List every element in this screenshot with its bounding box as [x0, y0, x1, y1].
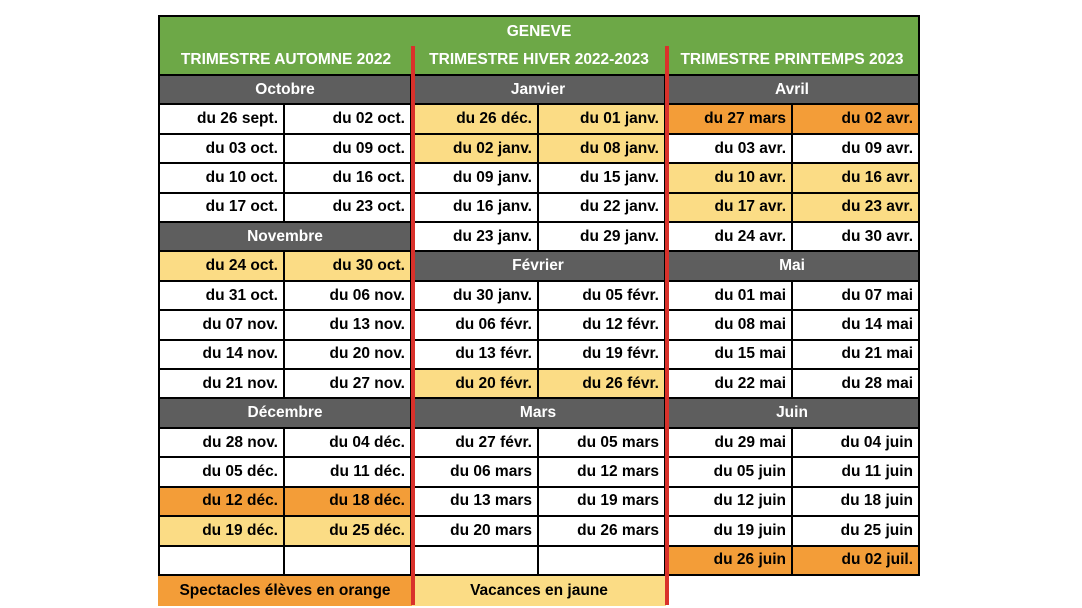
legend-orange: Spectacles élèves en orange [158, 576, 412, 606]
week-end-cell: du 19 févr. [539, 341, 666, 370]
month-header: Octobre [158, 76, 412, 105]
week-start-cell: du 01 mai [666, 282, 793, 311]
month-header: Février [412, 252, 666, 281]
week-end-cell [285, 547, 412, 576]
week-end-cell: du 09 oct. [285, 135, 412, 164]
week-start-cell: du 13 mars [412, 488, 539, 517]
week-start-cell: du 17 avr. [666, 194, 793, 223]
week-start-cell: du 29 mai [666, 429, 793, 458]
week-end-cell: du 27 nov. [285, 370, 412, 399]
week-start-cell: du 10 oct. [158, 164, 285, 193]
week-end-cell: du 08 janv. [539, 135, 666, 164]
week-start-cell: du 07 nov. [158, 311, 285, 340]
week-start-cell: du 05 juin [666, 458, 793, 487]
week-start-cell: du 27 févr. [412, 429, 539, 458]
week-end-cell: du 18 juin [793, 488, 920, 517]
week-start-cell: du 06 févr. [412, 311, 539, 340]
week-end-cell: du 23 avr. [793, 194, 920, 223]
week-start-cell: du 21 nov. [158, 370, 285, 399]
week-end-cell: du 02 avr. [793, 105, 920, 134]
week-start-cell: du 03 avr. [666, 135, 793, 164]
divider-line-1 [411, 46, 415, 605]
month-header: Novembre [158, 223, 412, 252]
week-start-cell: du 26 sept. [158, 105, 285, 134]
week-start-cell: du 09 janv. [412, 164, 539, 193]
month-header: Avril [666, 76, 920, 105]
week-end-cell: du 26 févr. [539, 370, 666, 399]
week-start-cell: du 17 oct. [158, 194, 285, 223]
week-end-cell: du 16 oct. [285, 164, 412, 193]
week-end-cell: du 26 mars [539, 517, 666, 546]
week-start-cell: du 10 avr. [666, 164, 793, 193]
week-end-cell: du 07 mai [793, 282, 920, 311]
week-end-cell: du 16 avr. [793, 164, 920, 193]
week-end-cell: du 02 oct. [285, 105, 412, 134]
week-end-cell [539, 547, 666, 576]
week-start-cell: du 23 janv. [412, 223, 539, 252]
month-header: Mars [412, 399, 666, 428]
week-end-cell: du 29 janv. [539, 223, 666, 252]
week-start-cell: du 26 juin [666, 547, 793, 576]
week-end-cell: du 25 juin [793, 517, 920, 546]
week-start-cell: du 02 janv. [412, 135, 539, 164]
week-start-cell: du 22 mai [666, 370, 793, 399]
week-end-cell: du 25 déc. [285, 517, 412, 546]
week-end-cell: du 30 oct. [285, 252, 412, 281]
week-end-cell: du 05 mars [539, 429, 666, 458]
week-end-cell: du 22 janv. [539, 194, 666, 223]
week-start-cell: du 15 mai [666, 341, 793, 370]
week-start-cell: du 06 mars [412, 458, 539, 487]
week-start-cell: du 31 oct. [158, 282, 285, 311]
week-end-cell: du 19 mars [539, 488, 666, 517]
week-end-cell: du 21 mai [793, 341, 920, 370]
week-start-cell: du 24 avr. [666, 223, 793, 252]
week-start-cell: du 12 juin [666, 488, 793, 517]
week-end-cell: du 12 mars [539, 458, 666, 487]
week-end-cell: du 05 févr. [539, 282, 666, 311]
week-end-cell: du 04 déc. [285, 429, 412, 458]
calendar-title: GENEVE [158, 15, 920, 46]
week-end-cell: du 02 juil. [793, 547, 920, 576]
month-header: Janvier [412, 76, 666, 105]
week-end-cell: du 09 avr. [793, 135, 920, 164]
week-start-cell [412, 547, 539, 576]
month-header: Juin [666, 399, 920, 428]
week-start-cell: du 13 févr. [412, 341, 539, 370]
week-end-cell: du 23 oct. [285, 194, 412, 223]
week-start-cell: du 26 déc. [412, 105, 539, 134]
week-end-cell: du 01 janv. [539, 105, 666, 134]
week-start-cell: du 19 déc. [158, 517, 285, 546]
week-end-cell: du 04 juin [793, 429, 920, 458]
week-end-cell: du 11 juin [793, 458, 920, 487]
week-start-cell: du 12 déc. [158, 488, 285, 517]
trimestre-printemps-header: TRIMESTRE PRINTEMPS 2023 [666, 46, 920, 76]
month-header: Décembre [158, 399, 412, 428]
week-start-cell: du 27 mars [666, 105, 793, 134]
week-end-cell: du 13 nov. [285, 311, 412, 340]
week-start-cell: du 30 janv. [412, 282, 539, 311]
week-start-cell: du 20 févr. [412, 370, 539, 399]
week-end-cell: du 12 févr. [539, 311, 666, 340]
week-start-cell: du 03 oct. [158, 135, 285, 164]
week-start-cell: du 19 juin [666, 517, 793, 546]
legend-yellow: Vacances en jaune [412, 576, 666, 606]
trimestre-hiver-header: TRIMESTRE HIVER 2022-2023 [412, 46, 666, 76]
school-calendar-table [158, 15, 920, 606]
week-end-cell: du 15 janv. [539, 164, 666, 193]
week-end-cell: du 06 nov. [285, 282, 412, 311]
week-start-cell: du 24 oct. [158, 252, 285, 281]
week-start-cell: du 28 nov. [158, 429, 285, 458]
week-end-cell: du 11 déc. [285, 458, 412, 487]
divider-line-2 [665, 46, 669, 605]
month-header: Mai [666, 252, 920, 281]
week-start-cell: du 14 nov. [158, 341, 285, 370]
trimestre-automne-header: TRIMESTRE AUTOMNE 2022 [158, 46, 412, 76]
week-start-cell: du 16 janv. [412, 194, 539, 223]
week-end-cell: du 18 déc. [285, 488, 412, 517]
week-end-cell: du 28 mai [793, 370, 920, 399]
week-start-cell: du 20 mars [412, 517, 539, 546]
week-end-cell: du 20 nov. [285, 341, 412, 370]
week-end-cell: du 14 mai [793, 311, 920, 340]
week-start-cell: du 08 mai [666, 311, 793, 340]
week-start-cell [158, 547, 285, 576]
week-start-cell: du 05 déc. [158, 458, 285, 487]
week-end-cell: du 30 avr. [793, 223, 920, 252]
